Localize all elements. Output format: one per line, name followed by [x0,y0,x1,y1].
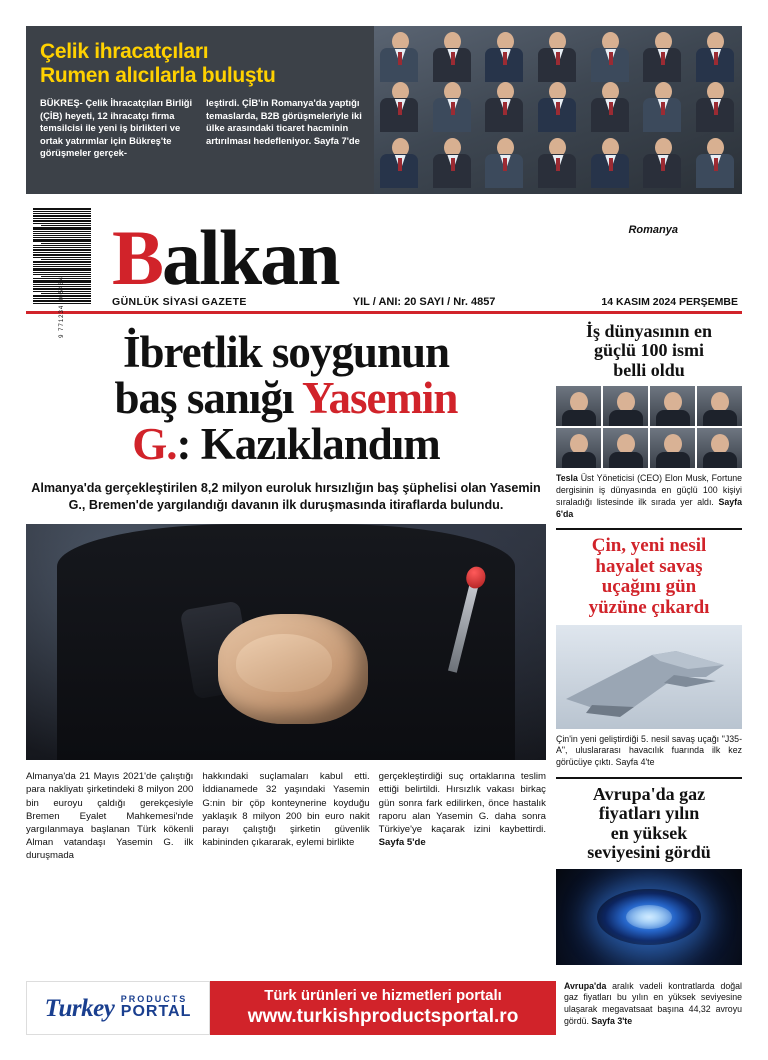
top-banner-headline-line2: Rumen alıcılarla buluştu [40,63,276,87]
lead-headline-line1: İbretlik soygunun [122,327,450,377]
masthead-divider [26,311,742,314]
sidebar-box1-caption-ref: Sayfa 6'da [556,496,742,519]
sidebar-divider-2 [556,777,742,779]
masthead-region-label: Romanya [628,224,678,237]
lead-standfirst: Almanya'da gerçekleştirilen 8,2 milyon euroluk hırsızlığın baş şüphelisi olan Yasemin G., Bremen'de yargılandığı davanın ilk duruşmasında itiraflarda bulundu. [31,480,541,513]
barcode [26,204,98,338]
sidebar-box3-photo [556,869,742,965]
sidebar-box1-title-l1: İş dünyasının en [585,321,713,341]
logo-products-text: PRODUCTS [120,993,188,1004]
main-column [26,322,546,973]
lead-body-col2: hakkındaki suçlamaları kabul etti. İddianamede 32 yaşındaki Yasemin G:nin bir çöp konteynerine koyduğu yaklaşık 8 milyon 200 bin euro nakit parayı çalıştığı şirketin güvenlik kabininden çıkararak, eylemi birlikte [202,771,370,848]
lead-headline-line2b: Yasemin [301,372,458,423]
lead-headline-line3a: G. [132,418,177,469]
logo-turkey-text: Turkey [44,994,115,1022]
logo-portal-text: PORTAL [120,1002,192,1020]
sidebar-box2-title-l1: Çin, yeni nesil [591,535,707,557]
footer-gas-caption-lead: Avrupa'da [564,980,607,991]
lead-headline-line2a: baş sanığı [114,372,302,423]
sidebar-item-stealth-jet[interactable] [556,536,742,768]
content-area [26,322,742,973]
footer-gas-caption-text: aralık vadeli kontratlarda doğal gaz fiyatları bu yılın en yüksek seviyesine ulaşarak megavatsaat başına 44,32 avroyu gördü. [564,980,742,1026]
top-banner-photo [374,26,742,194]
lead-body-col3 [379,770,546,861]
sidebar-box2-title-l3: uçağını gün [601,576,697,598]
sidebar-box2-caption: Çin'in yeni geliştirdiği 5. nesil savaş uçağı "J35-A", uluslararası havacılık fuarında ilk kez görücüye çıktı. Sayfa 4'te [556,733,742,768]
lead-headline-line3b: : Kazıklandım [176,418,440,469]
sidebar-box2-title-l2: hayalet savaş [595,555,703,577]
conference-audience-image [374,26,742,194]
sidebar-item-powerful-100[interactable] [556,322,742,520]
top-banner-col1: BÜKREŞ- Çelik İhracatçıları Birliği (ÇİB) heyeti, 12 ihracatçı firma temsilcisi ile yeni iş birlikteri ve ortak yatırımlar için Bükreş'te görüşmeler gerçek- [40,97,193,159]
footer-bar [26,981,742,1035]
turkey-products-portal-logo[interactable] [26,981,210,1035]
lead-body-col3-text: gerçekleştirdiği suç ortaklarına teslim ettiği belirtildi. Hırsızlık vakası birkaç gün sonra fark edilirken, önce hastalık raporu alan Yasemin G. daha sonra Türkiye'ye kaçarak izini kaybettirdi. [378,771,546,835]
lead-photo-hands [218,614,368,724]
sidebar-item-gas-prices[interactable] [556,785,742,965]
masthead-date: 14 KASIM 2024 [601,296,677,308]
sidebar-box1-portraits [556,386,742,468]
sidebar-box1-title-l2: güçlü 100 ismi [593,340,704,361]
sidebar-box3-title [556,785,742,863]
sidebar-box1-caption-lead: Tesla [556,473,578,484]
sidebar [556,322,742,973]
sidebar-box1-caption-text: Üst Yöneticisi (CEO) Elon Musk, Fortune dergisinin iş dünyasında en güçlü 100 kişiyi sıraladığı listesinde ilk sırada yer aldı. [556,473,742,507]
top-banner[interactable] [26,26,742,194]
sidebar-box3-title-l2: fiyatları yılın [598,803,700,824]
footer-promo-banner[interactable] [210,981,556,1035]
sidebar-box2-title-l4: yüzüne çıkardı [588,596,710,618]
footer-promo-url[interactable]: www.turkishproductsportal.ro [247,1006,519,1028]
top-banner-text [26,26,374,194]
newspaper-title-initial: B [112,214,163,302]
footer-gas-caption-ref: Sayfa 3'te [591,1015,633,1026]
sidebar-box3-title-l3: en yüksek [610,822,688,843]
masthead-weekday: PERŞEMBE [679,296,738,308]
newspaper-title-rest: alkan [162,214,339,302]
sidebar-box2-photo [556,625,742,729]
footer-promo-line1: Türk ürünleri ve hizmetleri portalı [264,987,502,1005]
top-banner-col2: leştirdi. ÇİB'in Romanya'da yaptığı temaslarda, B2B görüşmeleriyle iki ülke arasındaki ticaret hacminin artırılması hedefleniyor. Sayfa 7'de [206,97,362,146]
footer-gas-caption [556,981,742,1035]
gas-flame-icon [597,889,701,945]
sidebar-box1-title-l3: belli oldu [613,359,685,380]
sidebar-box2-title [556,536,742,618]
barcode-number: 9 771234 005464 [59,276,65,338]
top-banner-headline-line1: Çelik ihracatçıları [40,40,209,63]
top-banner-headline [40,40,362,87]
lead-photo [26,524,546,760]
sidebar-divider-1 [556,528,742,530]
fighter-jet-icon [556,625,742,729]
masthead-center [98,214,742,308]
sidebar-box1-caption [556,473,742,520]
sidebar-box3-title-l4: seviyesini gördü [587,842,711,863]
sidebar-box3-title-l1: Avrupa'da gaz [592,783,706,804]
sidebar-box1-title [556,322,742,380]
masthead-issue: YIL / ANI: 20 SAYI / Nr. 4857 [352,296,496,308]
masthead-slogan: GÜNLÜK SİYASİ GAZETE [112,296,247,308]
lead-body-col3-ref: Sayfa 5'de [378,836,426,848]
lead-body-col1: Almanya'da 21 Mayıs 2021'de çalıştığı para nakliyatı şirketindeki 8 milyon 200 bin euroyu çaldığı gerekçesiyle Bremen Eyalet Mahkemesi'nde yargılanmaya başlanan Türk kökenli Alman vatandaşı Yasemin G. ilk duruşmada [26,771,194,861]
lead-body-text [26,770,546,861]
lead-headline [26,327,546,469]
